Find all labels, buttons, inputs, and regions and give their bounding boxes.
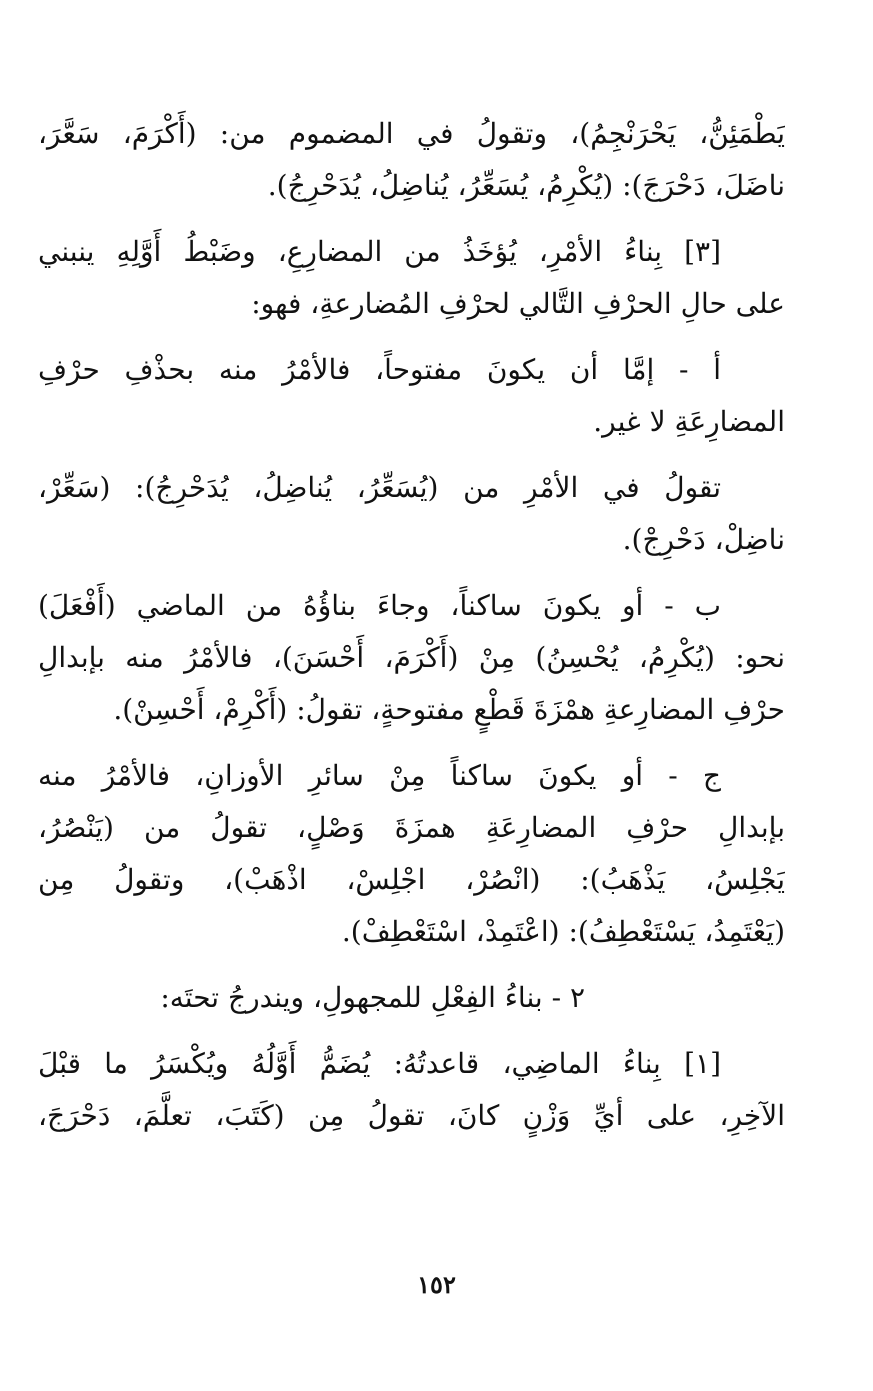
text-line: ناضَلَ، دَحْرَجَ): (يُكْرِمُ، يُسَعِّرُ، يُناضِلُ، يُدَحْرِجُ). bbox=[267, 169, 785, 202]
text-line: حرْفِ المضارِعةِ همْزَةَ قَطْعٍ مفتوحةٍ، تقولُ: (أَكْرِمْ، أَحْسِنْ). bbox=[113, 693, 785, 726]
text-line: [١] بِناءُ الماضِي، قاعدتُهُ: يُضَمُّ أَوَّلُهُ ويُكْسَرُ ما قبْلَ bbox=[38, 1047, 721, 1080]
paragraph-case-b bbox=[38, 580, 785, 736]
section-heading-passive bbox=[38, 972, 785, 1024]
text-line: تقولُ في الأمْرِ من (يُسَعِّرُ، يُناضِلُ، يُدَحْرِجُ): (سَعِّرْ، bbox=[38, 471, 721, 504]
text-line: يَطْمَئِنُّ، يَحْرَنْجِمُ)، وتقولُ في المضموم من: (أَكْرَمَ، سَعَّرَ، bbox=[38, 117, 785, 150]
paragraph-example-a bbox=[38, 462, 785, 566]
paragraph-case-c bbox=[38, 750, 785, 958]
paragraph-continuation bbox=[38, 108, 785, 212]
text-line: أ - إمَّا أن يكونَ مفتوحاً، فالأمْرُ منه بحذْفِ حرْفِ bbox=[38, 353, 721, 386]
text-line: ج - أو يكونَ ساكناً مِنْ سائرِ الأوزانِ، فالأمْرُ منه bbox=[38, 759, 721, 792]
text-line: ب - أو يكونَ ساكناً، وجاءَ بناؤُهُ من الماضي (أَفْعَلَ) bbox=[38, 589, 721, 622]
page-number: ١٥٢ bbox=[417, 1270, 456, 1299]
text-line: المضارِعَةِ لا غير. bbox=[593, 405, 785, 438]
text-line: بإبدالِ حرْفِ المضارِعَةِ همزَةَ وَصْلٍ، تقولُ من (يَنْصُرُ، bbox=[38, 811, 785, 844]
text-line: ٢ - بناءُ الفِعْلِ للمجهولِ، ويندرجُ تحتَه: bbox=[160, 981, 585, 1014]
page-body bbox=[38, 108, 785, 1156]
text-line: نحو: (يُكْرِمُ، يُحْسِنُ) مِنْ (أَكْرَمَ، أَحْسَنَ)، فالأمْرُ منه بإبدالِ bbox=[38, 641, 785, 674]
text-line: (يَعْتَمِدُ، يَسْتَعْطِفُ): (اعْتَمِدْ، اسْتَعْطِفْ). bbox=[341, 915, 785, 948]
text-line: [٣] بِناءُ الأمْرِ، يُؤخَذُ من المضارِعِ، وضَبْطُ أَوَّلِهِ ينبني bbox=[38, 235, 721, 268]
text-line: ناضِلْ، دَحْرِجْ). bbox=[622, 523, 785, 556]
paragraph-case-a bbox=[38, 344, 785, 448]
text-line: يَجْلِسُ، يَذْهَبُ): (انْصُرْ، اجْلِسْ، اذْهَبْ)، وتقولُ مِن bbox=[38, 863, 785, 896]
text-line: على حالِ الحرْفِ التَّالي لحرْفِ المُضارعةِ، فهو: bbox=[251, 287, 785, 320]
paragraph-past-passive-rule bbox=[38, 1038, 785, 1142]
paragraph-imperative-rule bbox=[38, 226, 785, 330]
text-line: الآخِرِ، على أيِّ وَزْنٍ كانَ، تقولُ مِن (كَتَبَ، تعلَّمَ، دَحْرَجَ، bbox=[38, 1099, 785, 1132]
